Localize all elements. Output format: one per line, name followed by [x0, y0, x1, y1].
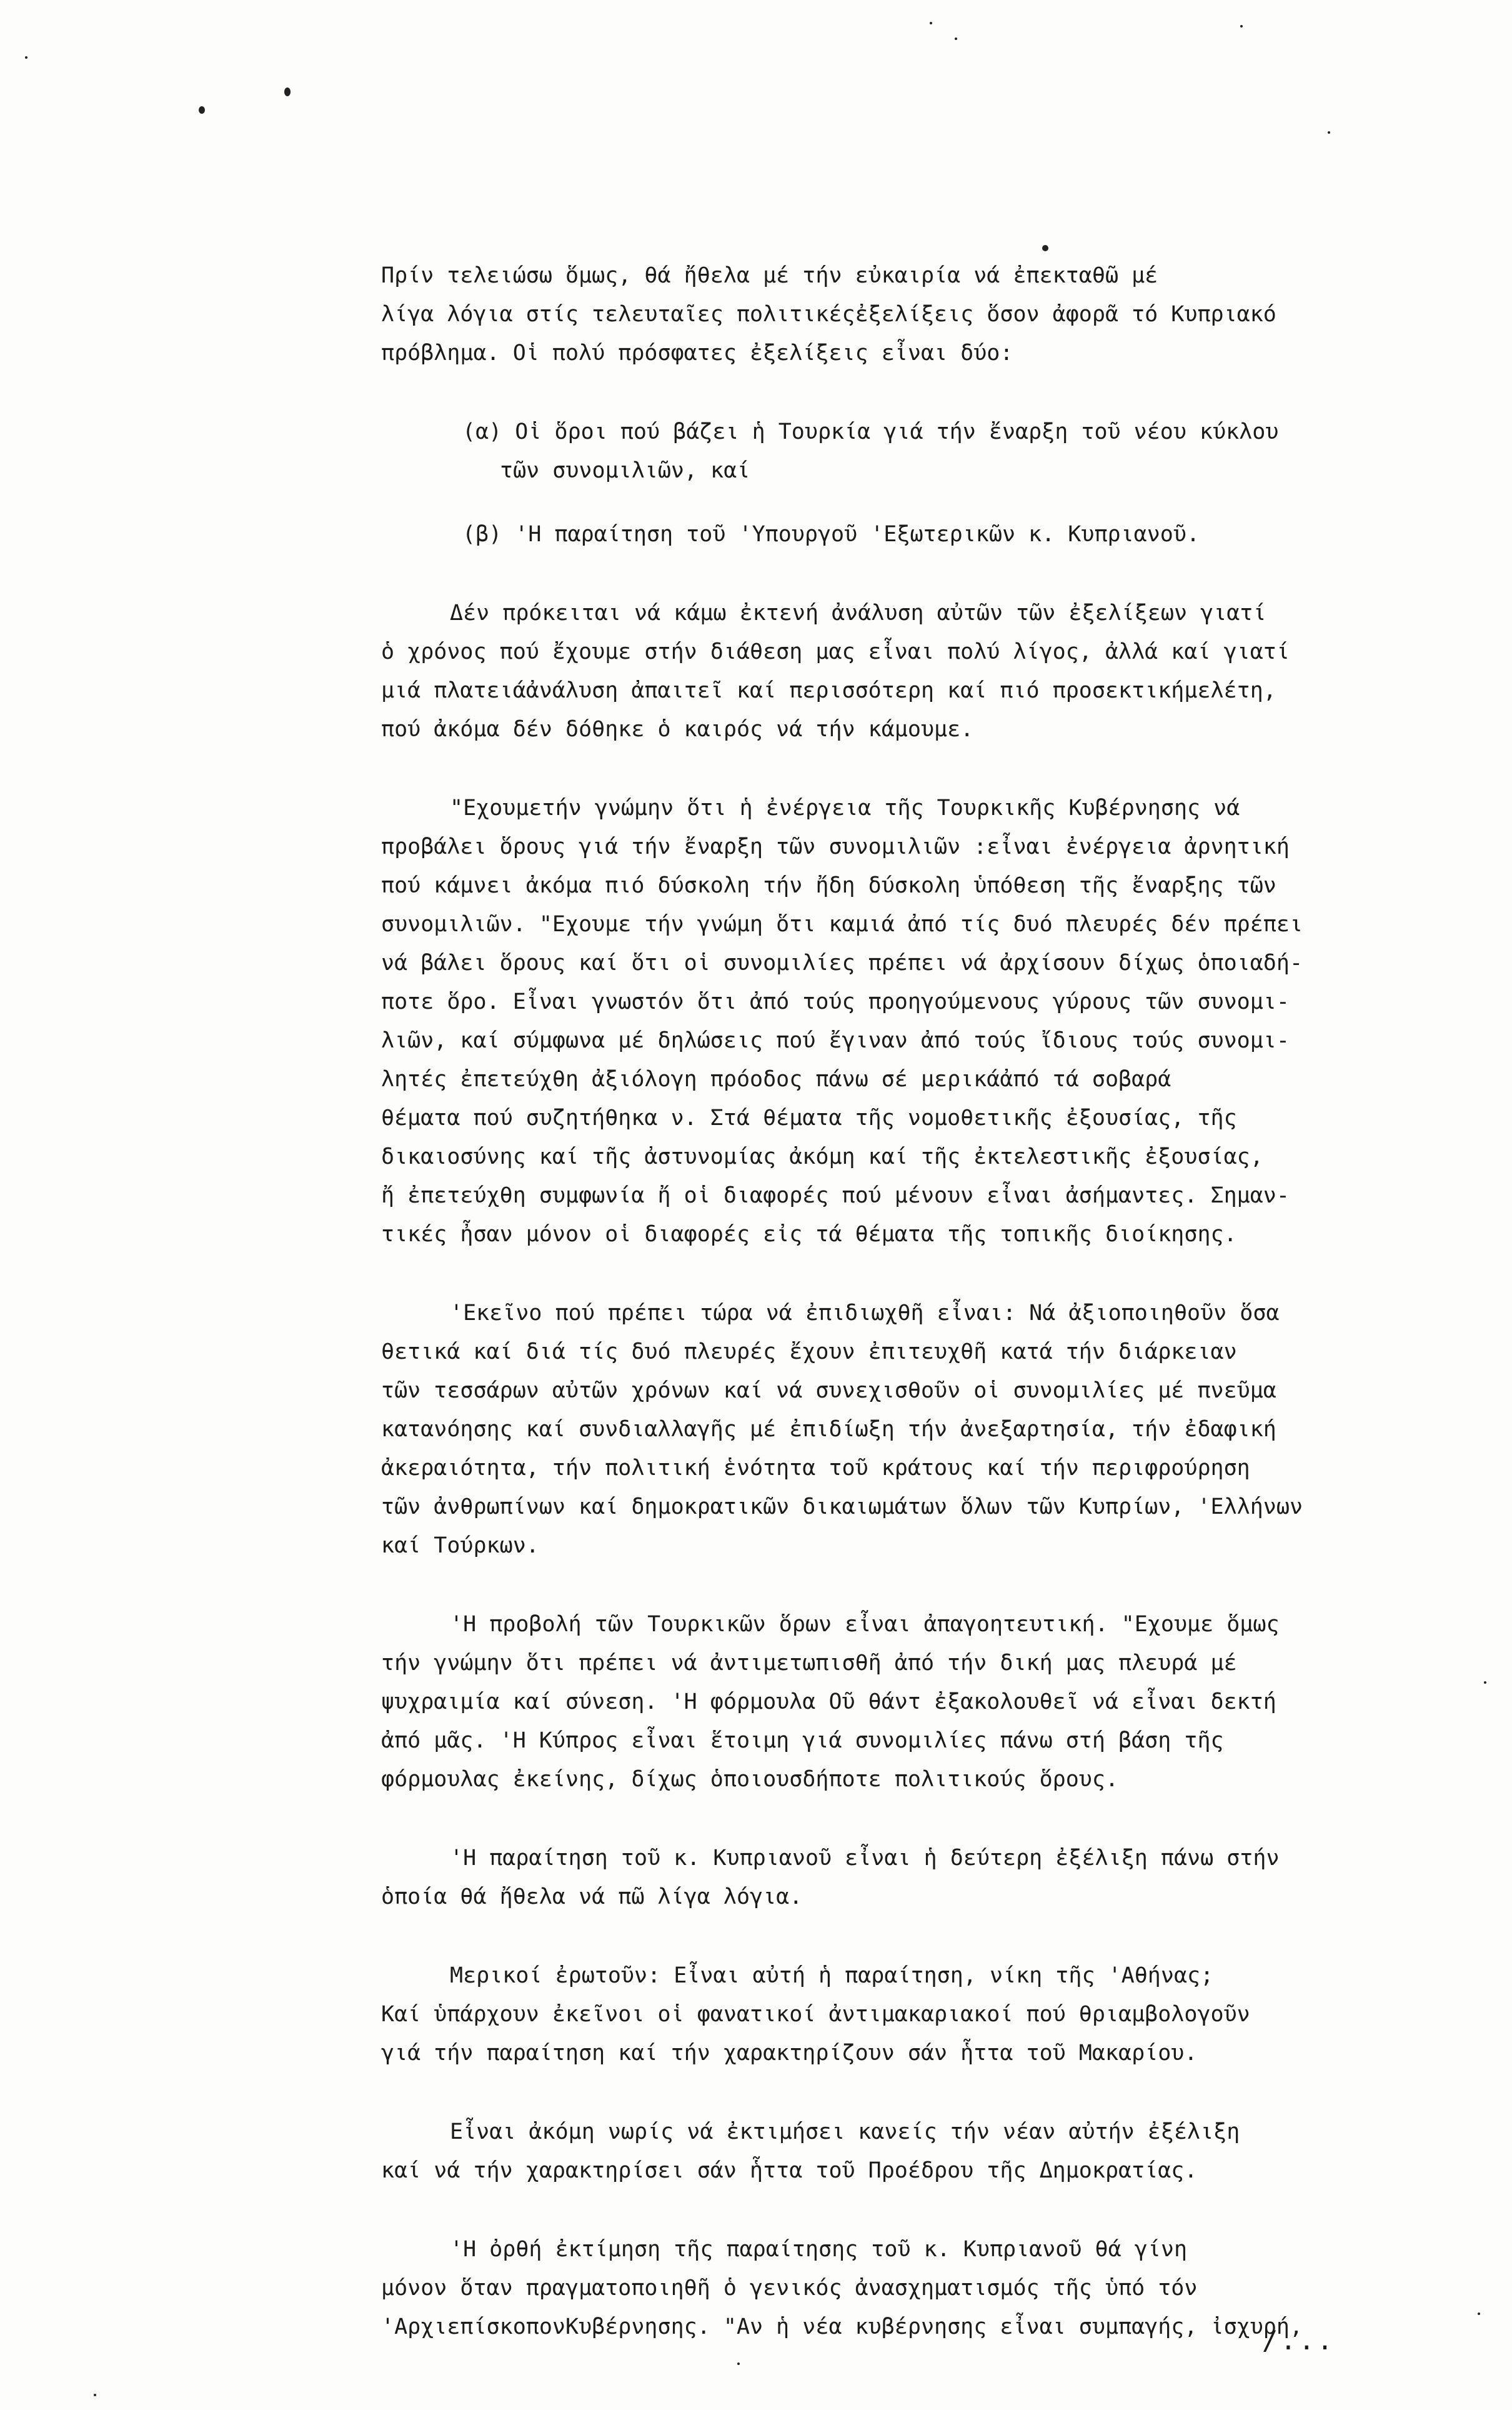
- scan-speck: [1042, 245, 1048, 251]
- scan-speck: [199, 106, 205, 114]
- list-item-b: (β) 'Η παραίτηση τοῦ 'Υπουργοῦ 'Εξωτερικῶν κ. Κυπριανοῦ.: [462, 522, 1200, 547]
- document-body: [381, 256, 1481, 2386]
- scan-speck: [284, 88, 291, 96]
- paragraph-analysis: Δέν πρόκειται νά κάμω ἐκτενή ἀνάλυση αὐτῶν τῶν ἐξελίξεων γιατί ὁ χρόνος πού ἔχουμε στήν διάθεση μας εἶναι πολύ λίγος, ἀλλά καί γιατί μιά πλατειάἀνάλυση ἀπαιτεῖ καί περισσότερη καί πιό προσεκτικήμελέτη, πού ἀκόμα δέν δόθηκε ὁ καιρός νά τήν κάμουμε.: [381, 601, 1290, 742]
- paragraph-turkish-conditions: "Εχουμετήν γνώμην ὅτι ἡ ἐνέργεια τῆς Τουρκικῆς Κυβέρνησης νά προβάλει ὅρους γιά τήν ἔναρξη τῶν συνομιλιῶν :εἶναι ἐνέργεια ἀρνητική πού κάμνει ἀκόμα πιό δύσκολη τήν ἤδη δύσκολη ὑπόθεση τῆς ἔναρξης τῶν συνομιλιῶν. "Εχουμε τήν γνώμη ὅτι καμιά ἀπό τίς δυό πλευρές δέν πρέπει νά βάλει ὅρους καί ὅτι οἱ συνομιλίες πρέπει νά ἀρχίσουν δίχως ὁποιαδή- ποτε ὅρο. Εἶναι γνωστόν ὅτι ἀπό τούς προηγούμενους γύρους τῶν συνομι- λιῶν, καί σύμφωνα μέ δηλώσεις πού ἔγιναν ἀπό τούς ἴδιους τούς συνομι- λητές ἐπετεύχθη ἀξιόλογη πρόοδος πάνω σέ μερικάἀπό τά σοβαρά θέματα πού συζητήθηκα ν. Στά θέματα τῆς νομοθετικῆς ἐξουσίας, τῆς δικαιοσύνης καί τῆς ἀστυνομίας ἀκόμη καί τῆς ἐκτελεστικῆς ἐξουσίας, ἤ ἐπετεύχθη συμφωνία ἤ οἱ διαφορές πού μένουν εἶναι ἀσήμαντες. Σημαν- τικές ἦσαν μόνον οἱ διαφορές εἰς τά θέματα τῆς τοπικῆς διοίκησης.: [381, 796, 1303, 1247]
- scan-speck: [955, 38, 957, 40]
- paragraph-assessment: 'Η ὀρθή ἐκτίμηση τῆς παραίτησης τοῦ κ. Κυπριανοῦ θά γίνη μόνον ὅταν πραγματοποιηθῆ ὁ γενικός ἀνασχηματισμός τῆς ὑπό τόν 'ΑρχιεπίσκοπονΚυβέρνησης. "Αν ἡ νέα κυβέρνησης εἶναι συμπαγής, ἰσχυρή,: [381, 2237, 1303, 2339]
- scan-speck: [94, 2394, 96, 2396]
- list-item-a: (α) Οἱ ὅροι πού βάζει ἡ Τουρκία γιά τήν ἔναρξη τοῦ νέου κύκλου τῶν συνομιλιῶν, καί: [462, 419, 1279, 483]
- paragraph-intro: Πρίν τελειώσω ὅμως, θά ἤθελα μέ τήν εὐκαιρία νά ἐπεκταθῶ μέ λίγα λόγια στίς τελευταῖες πολιτικέςἐξελίξεις ὅσον ἀφορᾶ τό Κυπριακό πρόβλημα. Οἱ πολύ πρόσφατες ἐξελίξεις εἶναι δύο:: [381, 263, 1276, 366]
- paragraph-formula: 'Η προβολή τῶν Τουρκικῶν ὅρων εἶναι ἀπαγοητευτική. "Εχουμε ὅμως τήν γνώμην ὅτι πρέπει νά ἀντιμετωπισθῆ ἀπό τήν δική μας πλευρά μέ ψυχραιμία καί σύνεση. 'Η φόρμουλα Οῦ θάντ ἐξακολουθεῖ νά εἶναι δεκτή ἀπό μᾶς. 'Η Κύπρος εἶναι ἕτοιμη γιά συνομιλίες πάνω στή βάση τῆς φόρμουλας ἐκείνης, δίχως ὁποιουσδήποτε πολιτικούς ὅρους.: [381, 1612, 1280, 1792]
- scan-speck: [1484, 1681, 1486, 1684]
- scan-speck: [930, 22, 932, 24]
- paragraph-resignation: 'Η παραίτηση τοῦ κ. Κυπριανοῦ εἶναι ἡ δεύτερη ἐξέλιξη πάνω στήν ὁποία θά ἤθελα νά πῶ λίγα λόγια.: [381, 1846, 1280, 1909]
- scan-speck: [1328, 131, 1330, 134]
- continuation-marker: /...: [1262, 2325, 1336, 2356]
- paragraph-too-early: Εἶναι ἀκόμη νωρίς νά ἐκτιμήσει κανείς τήν νέαν αὐτήν ἐξέλιξη καί νά τήν χαρακτηρίσει σάν ἧττα τοῦ Προέδρου τῆς Δημοκρατίας.: [381, 2119, 1240, 2183]
- scan-speck: [1240, 25, 1243, 28]
- paragraph-questions: Μερικοί ἐρωτοῦν: Εἶναι αὐτή ἡ παραίτηση, νίκη τῆς 'Αθήνας; Καί ὑπάρχουν ἐκεῖνοι οἱ φανατικοί ἀντιμακαριακοί πού θριαμβολογοῦν γιά τήν παραίτηση καί τήν χαρακτηρίζουν σάν ἧττα τοῦ Μακαρίου.: [381, 1963, 1250, 2066]
- scan-speck: [25, 56, 27, 59]
- paragraph-goals: 'Εκεῖνο πού πρέπει τώρα νά ἐπιδιωχθῆ εἶναι: Νά ἀξιοποιηθοῦν ὅσα θετικά καί διά τίς δυό πλευρές ἔχουν ἐπιτευχθῆ κατά τήν διάρκειαν τῶν τεσσάρων αὐτῶν χρόνων καί νά συνεχισθοῦν οἱ συνομιλίες μέ πνεῦμα κατανόησης καί συνδιαλλαγῆς μέ ἐπιδίωξη τήν ἀνεξαρτησία, τήν ἐδαφική ἀκεραιότητα, τήν πολιτική ἑνότητα τοῦ κράτους καί τήν περιφρούρηση τῶν ἀνθρωπίνων καί δημοκρατικῶν δικαιωμάτων ὅλων τῶν Κυπρίων, 'Ελλήνων καί Τούρκων.: [381, 1301, 1303, 1558]
